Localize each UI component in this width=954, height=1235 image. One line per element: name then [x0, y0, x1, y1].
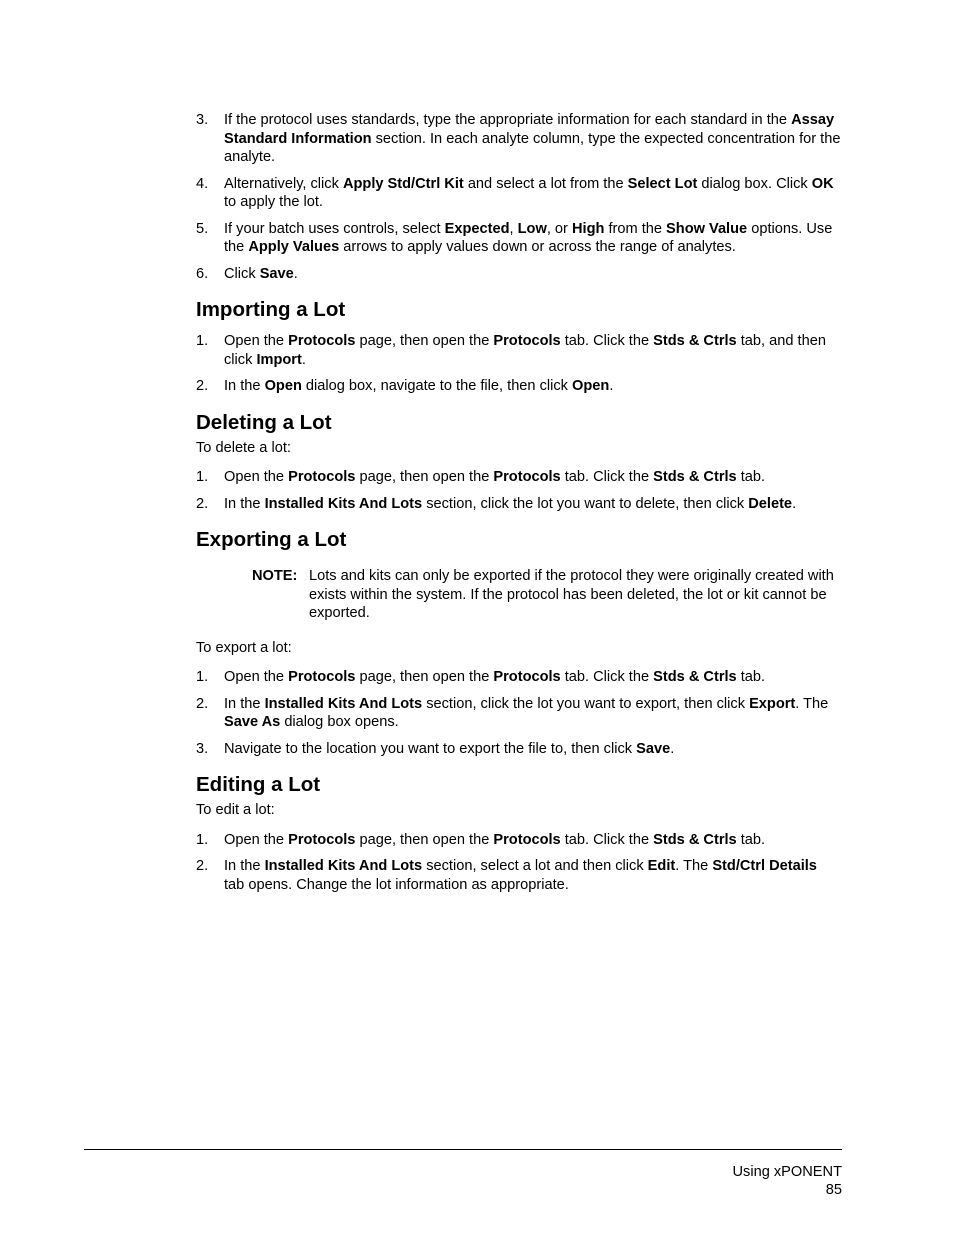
- bold-term: Std/Ctrl Details: [712, 858, 817, 874]
- bold-term: Apply Values: [248, 239, 340, 255]
- bold-term: Edit: [647, 858, 676, 874]
- bold-term: Protocols: [288, 831, 356, 848]
- text-run: .: [301, 351, 306, 368]
- heading-editing: Editing a Lot: [196, 773, 321, 796]
- intro-step-list: [196, 111, 841, 283]
- text-run: .: [293, 265, 298, 282]
- bold-term: Protocols: [288, 469, 356, 485]
- step-item: [196, 495, 841, 514]
- step-item: [196, 468, 841, 487]
- text-run: Open the: [224, 669, 289, 685]
- text-run: from the: [604, 220, 667, 237]
- bold-term: Low: [517, 220, 547, 237]
- bold-term: Delete: [748, 495, 793, 512]
- text-run: tab. Click the: [560, 831, 654, 848]
- step-text: [224, 669, 765, 685]
- bold-term: Open: [264, 378, 302, 394]
- editing-step-list: [196, 831, 841, 895]
- text-run: dialog box opens.: [280, 714, 399, 730]
- step-item: [196, 740, 841, 759]
- bold-term: Save: [636, 740, 671, 757]
- text-run: ,: [509, 220, 518, 237]
- text-run: In the: [224, 495, 265, 512]
- step-item: [196, 111, 841, 167]
- step-item: [196, 332, 841, 369]
- bold-term: Protocols: [493, 469, 561, 485]
- step-item: [196, 175, 841, 212]
- text-run: options. Use the: [224, 220, 833, 255]
- text-run: . The: [675, 858, 713, 874]
- page-number: 85: [825, 1182, 842, 1198]
- step-text: [224, 858, 817, 893]
- step-item: [196, 668, 841, 687]
- bold-term: OK: [811, 175, 834, 192]
- heading-deleting: Deleting a Lot: [196, 410, 332, 434]
- text-run: section, click the lot you want to delete, then click: [422, 495, 749, 512]
- step-number: 5.: [196, 220, 209, 237]
- footer-divider: [84, 1149, 842, 1150]
- text-run: . The: [795, 695, 829, 712]
- bold-term: High: [571, 220, 605, 237]
- text-run: section, click the lot you want to export, then click: [422, 695, 750, 712]
- text-run: dialog box. Click: [697, 175, 812, 192]
- footer-title: Using xPONENT: [732, 1164, 842, 1180]
- text-run: tab, and then click: [224, 333, 826, 368]
- text-run: page, then open the: [355, 831, 494, 848]
- heading-exporting: Exporting a Lot: [196, 528, 347, 551]
- step-number: 6.: [196, 265, 209, 282]
- bold-term: Installed Kits And Lots: [264, 858, 423, 874]
- heading-importing: Importing a Lot: [196, 298, 346, 321]
- document-body: [196, 111, 841, 902]
- step-number: 1.: [196, 831, 209, 848]
- text-run: In the: [224, 695, 265, 712]
- text-run: , or: [546, 220, 572, 237]
- section-deleting: [196, 410, 841, 514]
- text-run: .: [792, 495, 797, 512]
- text-run: .: [670, 740, 675, 757]
- step-number: 2.: [196, 378, 209, 394]
- bold-term: Protocols: [288, 669, 356, 685]
- bold-term: Expected: [444, 220, 510, 237]
- step-text: [224, 696, 828, 731]
- bold-term: Show Value: [666, 220, 748, 237]
- step-number: 2.: [196, 858, 209, 874]
- bold-term: Protocols: [493, 831, 561, 848]
- bold-term: Export: [749, 695, 796, 712]
- step-item: [196, 377, 841, 396]
- text-run: page, then open the: [355, 469, 494, 485]
- step-number: 4.: [196, 175, 209, 192]
- text-run: In the: [224, 378, 265, 394]
- bold-term: Protocols: [288, 333, 356, 349]
- step-number: 1.: [196, 669, 209, 685]
- note-label: NOTE:: [252, 568, 298, 584]
- step-text: [224, 378, 613, 394]
- text-run: If the protocol uses standards, type the appropriate information for each standard in the: [224, 112, 792, 128]
- note-text: Lots and kits can only be exported if the protocol they were originally created with exists within the system. If the protocol has been deleted, the lot or kit cannot be exported.: [309, 568, 834, 621]
- bold-term: Installed Kits And Lots: [264, 695, 423, 712]
- step-item: [196, 265, 841, 284]
- step-number: 2.: [196, 495, 209, 512]
- text-run: If your batch uses controls, select: [224, 220, 445, 237]
- text-run: tab. Click the: [560, 469, 654, 485]
- bold-term: Apply Std/Ctrl Kit: [342, 175, 464, 192]
- step-text: [224, 496, 796, 512]
- step-text: [224, 469, 765, 485]
- bold-term: Stds & Ctrls: [653, 831, 737, 848]
- text-run: tab.: [736, 469, 766, 485]
- text-run: Open the: [224, 333, 289, 349]
- step-item: [196, 695, 841, 732]
- text-run: Navigate to the location you want to export the file to, then click: [224, 740, 637, 757]
- bold-term: Open: [572, 378, 610, 394]
- text-run: section, select a lot and then click: [422, 858, 648, 874]
- text-run: tab. Click the: [560, 333, 654, 349]
- step-number: 3.: [196, 740, 209, 757]
- bold-term: Stds & Ctrls: [653, 469, 737, 485]
- deleting-step-list: [196, 468, 841, 513]
- section-exporting: [196, 527, 841, 758]
- text-run: page, then open the: [355, 669, 494, 685]
- text-run: section. In each analyte column, type the expected concentration for the analyte.: [224, 130, 841, 165]
- bold-term: Save As: [224, 714, 281, 730]
- text-run: In the: [224, 858, 265, 874]
- text-run: Open the: [224, 469, 289, 485]
- step-number: 1.: [196, 469, 209, 485]
- bold-term: Save: [259, 265, 294, 282]
- bold-term: Import: [256, 351, 302, 368]
- text-run: Alternatively, click: [224, 175, 343, 192]
- exporting-step-list: [196, 668, 841, 758]
- text-run: tab. Click the: [560, 669, 654, 685]
- text-run: arrows to apply values down or across the range of analytes.: [339, 239, 736, 255]
- bold-term: Select Lot: [627, 175, 698, 192]
- bold-term: Assay Standard Information: [224, 112, 835, 147]
- step-text: [224, 832, 765, 848]
- text-run: tab.: [736, 831, 766, 848]
- bold-term: Stds & Ctrls: [653, 333, 737, 349]
- text-run: Click: [224, 265, 260, 282]
- step-number: 1.: [196, 333, 209, 349]
- text-run: dialog box, navigate to the file, then click: [301, 378, 573, 394]
- step-number: 2.: [196, 695, 209, 712]
- step-text: [224, 176, 834, 211]
- text-run: to apply the lot.: [224, 194, 323, 210]
- export-note: [252, 567, 841, 623]
- step-number: 3.: [196, 112, 209, 128]
- text-run: Open the: [224, 831, 289, 848]
- importing-step-list: [196, 332, 841, 396]
- page-footer: [733, 1163, 842, 1199]
- exporting-intro: To export a lot:: [196, 639, 292, 656]
- text-run: and select a lot from the: [463, 175, 628, 192]
- section-importing: [196, 297, 841, 396]
- text-run: page, then open the: [355, 333, 494, 349]
- text-run: .: [609, 378, 614, 394]
- step-item: [196, 831, 841, 850]
- step-text: [224, 741, 674, 757]
- editing-intro: To edit a lot:: [196, 802, 275, 818]
- bold-term: Stds & Ctrls: [653, 669, 737, 685]
- step-text: [224, 266, 298, 282]
- text-run: tab.: [736, 669, 766, 685]
- text-run: tab opens. Change the lot information as appropriate.: [224, 876, 569, 893]
- bold-term: Protocols: [493, 333, 561, 349]
- bold-term: Installed Kits And Lots: [264, 495, 423, 512]
- bold-term: Protocols: [493, 669, 561, 685]
- section-editing: [196, 772, 841, 894]
- step-item: [196, 857, 841, 894]
- step-item: [196, 220, 841, 257]
- deleting-intro: To delete a lot:: [196, 439, 291, 456]
- step-text: [224, 333, 826, 368]
- step-text: [224, 221, 832, 256]
- step-text: [224, 112, 840, 165]
